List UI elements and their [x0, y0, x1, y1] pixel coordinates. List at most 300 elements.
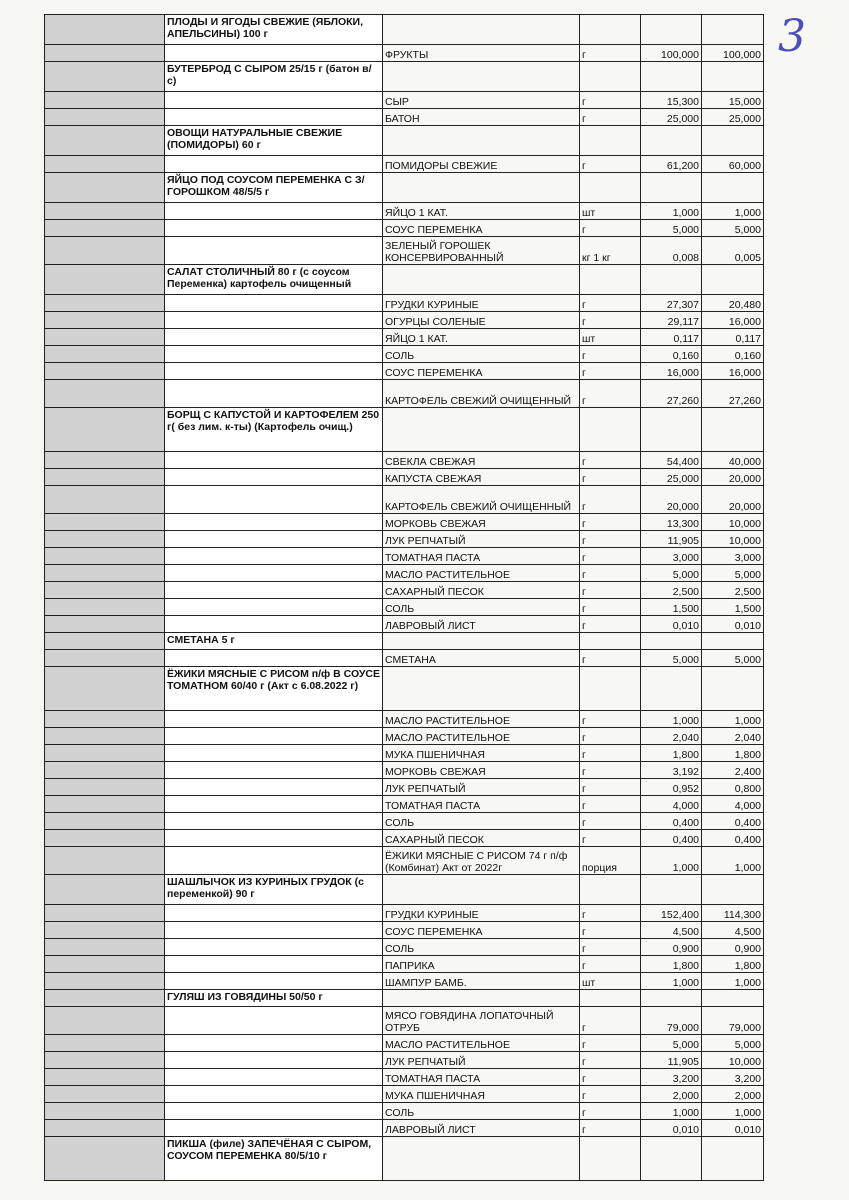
dish-name-cell [165, 582, 383, 599]
dish-name-cell [165, 220, 383, 237]
unit-cell [580, 265, 641, 295]
dish-row [45, 62, 764, 92]
blank-cell [45, 973, 165, 990]
gross-weight-cell: 1,800 [641, 956, 702, 973]
dish-row [45, 173, 764, 203]
net-weight-cell: 3,200 [702, 1069, 764, 1086]
blank-cell [45, 745, 165, 762]
ingredient-row [45, 531, 764, 548]
blank-cell [45, 486, 165, 514]
ingredient-row [45, 1103, 764, 1120]
gross-weight-cell: 1,000 [641, 1103, 702, 1120]
net-weight-cell: 1,500 [702, 599, 764, 616]
blank-cell [45, 156, 165, 173]
ingredient-row [45, 312, 764, 329]
net-weight-cell: 1,000 [702, 711, 764, 728]
dish-name-cell [165, 905, 383, 922]
ingredient-row [45, 599, 764, 616]
ingredient-name-cell: СВЕКЛА СВЕЖАЯ [383, 452, 580, 469]
blank-cell [45, 1007, 165, 1035]
unit-cell: порция [580, 847, 641, 875]
unit-cell: г [580, 548, 641, 565]
ingredient-name-cell: ЛУК РЕПЧАТЫЙ [383, 779, 580, 796]
ingredient-row [45, 616, 764, 633]
ingredient-name-cell: СОЛЬ [383, 813, 580, 830]
net-weight-cell: 0,400 [702, 813, 764, 830]
blank-cell [45, 762, 165, 779]
net-weight-cell: 4,000 [702, 796, 764, 813]
gross-weight-cell: 11,905 [641, 1052, 702, 1069]
gross-weight-cell: 0,900 [641, 939, 702, 956]
gross-weight-cell: 1,000 [641, 711, 702, 728]
unit-cell: г [580, 762, 641, 779]
ingredient-name-cell: ТОМАТНАЯ ПАСТА [383, 1069, 580, 1086]
blank-cell [45, 633, 165, 650]
blank-cell [45, 1035, 165, 1052]
unit-cell: г [580, 380, 641, 408]
ingredient-name-cell: ЛАВРОВЫЙ ЛИСТ [383, 1120, 580, 1137]
dish-name-cell [165, 1086, 383, 1103]
ingredient-name-cell: МАСЛО РАСТИТЕЛЬНОЕ [383, 728, 580, 745]
gross-weight-cell: 2,040 [641, 728, 702, 745]
ingredient-row [45, 156, 764, 173]
net-weight-cell: 1,000 [702, 847, 764, 875]
gross-weight-cell: 2,500 [641, 582, 702, 599]
ingredient-row [45, 329, 764, 346]
gross-weight-cell: 0,160 [641, 346, 702, 363]
net-weight-cell: 0,010 [702, 616, 764, 633]
blank-cell [45, 173, 165, 203]
ingredient-name-cell [383, 667, 580, 711]
ingredient-row [45, 922, 764, 939]
blank-cell [45, 203, 165, 220]
gross-weight-cell: 11,905 [641, 531, 702, 548]
blank-cell [45, 599, 165, 616]
net-weight-cell [702, 173, 764, 203]
unit-cell: г [580, 109, 641, 126]
ingredient-name-cell: СМЕТАНА [383, 650, 580, 667]
blank-cell [45, 922, 165, 939]
net-weight-cell: 5,000 [702, 220, 764, 237]
ingredient-name-cell: ШАМПУР БАМБ. [383, 973, 580, 990]
ingredient-name-cell [383, 990, 580, 1007]
net-weight-cell: 5,000 [702, 1035, 764, 1052]
dish-name-cell [165, 973, 383, 990]
net-weight-cell: 15,000 [702, 92, 764, 109]
gross-weight-cell: 2,000 [641, 1086, 702, 1103]
ingredient-name-cell: СОУС ПЕРЕМЕНКА [383, 220, 580, 237]
ingredient-name-cell: ПОМИДОРЫ СВЕЖИЕ [383, 156, 580, 173]
ingredient-name-cell: ЛАВРОВЫЙ ЛИСТ [383, 616, 580, 633]
ingredient-row [45, 582, 764, 599]
unit-cell: г [580, 45, 641, 62]
net-weight-cell: 16,000 [702, 312, 764, 329]
blank-cell [45, 939, 165, 956]
net-weight-cell [702, 875, 764, 905]
ingredient-name-cell: ЛУК РЕПЧАТЫЙ [383, 1052, 580, 1069]
blank-cell [45, 875, 165, 905]
dish-row [45, 990, 764, 1007]
dish-name-cell [165, 779, 383, 796]
dish-name-cell: САЛАТ СТОЛИЧНЫЙ 80 г (с соусом Переменка) картофель очищенный [165, 265, 383, 295]
gross-weight-cell [641, 1137, 702, 1181]
gross-weight-cell: 100,000 [641, 45, 702, 62]
ingredient-row [45, 92, 764, 109]
net-weight-cell: 0,900 [702, 939, 764, 956]
ingredient-row [45, 905, 764, 922]
gross-weight-cell [641, 265, 702, 295]
dish-name-cell [165, 711, 383, 728]
dish-row [45, 667, 764, 711]
net-weight-cell: 27,260 [702, 380, 764, 408]
unit-cell: г [580, 486, 641, 514]
ingredient-name-cell: СОУС ПЕРЕМЕНКА [383, 922, 580, 939]
blank-cell [45, 329, 165, 346]
gross-weight-cell: 61,200 [641, 156, 702, 173]
unit-cell: г [580, 295, 641, 312]
ingredient-name-cell: ПАПРИКА [383, 956, 580, 973]
unit-cell [580, 990, 641, 1007]
dish-name-cell [165, 956, 383, 973]
gross-weight-cell: 27,307 [641, 295, 702, 312]
blank-cell [45, 905, 165, 922]
ingredient-row [45, 363, 764, 380]
ingredient-name-cell: МОРКОВЬ СВЕЖАЯ [383, 762, 580, 779]
dish-name-cell [165, 728, 383, 745]
net-weight-cell: 10,000 [702, 514, 764, 531]
gross-weight-cell: 4,500 [641, 922, 702, 939]
dish-name-cell [165, 762, 383, 779]
dish-name-cell [165, 312, 383, 329]
blank-cell [45, 265, 165, 295]
dish-name-cell: ПИКША (филе) ЗАПЕЧЁНАЯ С СЫРОМ, СОУСОМ ПЕРЕМЕНКА 80/5/10 г [165, 1137, 383, 1181]
net-weight-cell: 40,000 [702, 452, 764, 469]
blank-cell [45, 1052, 165, 1069]
blank-cell [45, 452, 165, 469]
ingredient-name-cell: СОЛЬ [383, 939, 580, 956]
dish-row [45, 265, 764, 295]
ingredient-name-cell: БАТОН [383, 109, 580, 126]
ingredient-row [45, 973, 764, 990]
blank-cell [45, 531, 165, 548]
gross-weight-cell: 1,500 [641, 599, 702, 616]
unit-cell: г [580, 939, 641, 956]
net-weight-cell: 1,000 [702, 973, 764, 990]
blank-cell [45, 1103, 165, 1120]
dish-name-cell: ШАШЛЫЧОК ИЗ КУРИНЫХ ГРУДОК (с переменкой) 90 г [165, 875, 383, 905]
dish-name-cell [165, 1069, 383, 1086]
gross-weight-cell [641, 62, 702, 92]
ingredient-row [45, 745, 764, 762]
blank-cell [45, 548, 165, 565]
blank-cell [45, 990, 165, 1007]
net-weight-cell [702, 990, 764, 1007]
blank-cell [45, 650, 165, 667]
gross-weight-cell: 15,300 [641, 92, 702, 109]
net-weight-cell: 5,000 [702, 650, 764, 667]
ingredient-row [45, 220, 764, 237]
ingredient-row [45, 830, 764, 847]
blank-cell [45, 667, 165, 711]
blank-cell [45, 109, 165, 126]
unit-cell: г [580, 1103, 641, 1120]
net-weight-cell: 114,300 [702, 905, 764, 922]
dish-name-cell [165, 92, 383, 109]
dish-name-cell [165, 922, 383, 939]
gross-weight-cell: 25,000 [641, 109, 702, 126]
net-weight-cell [702, 265, 764, 295]
unit-cell: г [580, 830, 641, 847]
unit-cell: г [580, 220, 641, 237]
ingredient-row [45, 813, 764, 830]
net-weight-cell [702, 15, 764, 45]
net-weight-cell [702, 667, 764, 711]
ingredient-row [45, 469, 764, 486]
gross-weight-cell [641, 667, 702, 711]
gross-weight-cell: 0,400 [641, 813, 702, 830]
blank-cell [45, 728, 165, 745]
blank-cell [45, 92, 165, 109]
gross-weight-cell: 1,000 [641, 203, 702, 220]
net-weight-cell: 2,500 [702, 582, 764, 599]
unit-cell [580, 15, 641, 45]
dish-name-cell [165, 1052, 383, 1069]
blank-cell [45, 796, 165, 813]
unit-cell: г [580, 531, 641, 548]
unit-cell: г [580, 922, 641, 939]
unit-cell [580, 633, 641, 650]
blank-cell [45, 469, 165, 486]
unit-cell: г [580, 92, 641, 109]
table-body [45, 15, 764, 1181]
unit-cell: г [580, 779, 641, 796]
gross-weight-cell: 0,008 [641, 237, 702, 265]
unit-cell [580, 1137, 641, 1181]
dish-row [45, 15, 764, 45]
dish-row [45, 1137, 764, 1181]
ingredient-name-cell: САХАРНЫЙ ПЕСОК [383, 582, 580, 599]
ingredient-row [45, 1007, 764, 1035]
ingredient-name-cell: ГРУДКИ КУРИНЫЕ [383, 905, 580, 922]
gross-weight-cell: 16,000 [641, 363, 702, 380]
unit-cell: шт [580, 973, 641, 990]
dish-name-cell: ПЛОДЫ И ЯГОДЫ СВЕЖИЕ (ЯБЛОКИ, АПЕЛЬСИНЫ) 100 г [165, 15, 383, 45]
dish-name-cell [165, 745, 383, 762]
unit-cell [580, 667, 641, 711]
gross-weight-cell [641, 633, 702, 650]
net-weight-cell: 1,000 [702, 1103, 764, 1120]
ingredient-row [45, 380, 764, 408]
unit-cell: г [580, 1069, 641, 1086]
gross-weight-cell: 0,117 [641, 329, 702, 346]
dish-name-cell: ОВОЩИ НАТУРАЛЬНЫЕ СВЕЖИЕ (ПОМИДОРЫ) 60 г [165, 126, 383, 156]
unit-cell: г [580, 1120, 641, 1137]
dish-name-cell [165, 830, 383, 847]
ingredient-name-cell [383, 408, 580, 452]
blank-cell [45, 1120, 165, 1137]
net-weight-cell [702, 408, 764, 452]
ingredient-name-cell [383, 1137, 580, 1181]
blank-cell [45, 514, 165, 531]
unit-cell: г [580, 312, 641, 329]
gross-weight-cell: 1,800 [641, 745, 702, 762]
net-weight-cell: 10,000 [702, 1052, 764, 1069]
ingredient-name-cell: ГРУДКИ КУРИНЫЕ [383, 295, 580, 312]
ingredient-row [45, 728, 764, 745]
unit-cell: г [580, 745, 641, 762]
gross-weight-cell: 0,010 [641, 1120, 702, 1137]
ingredient-row [45, 1035, 764, 1052]
gross-weight-cell [641, 126, 702, 156]
ingredient-row [45, 762, 764, 779]
blank-cell [45, 45, 165, 62]
blank-cell [45, 779, 165, 796]
net-weight-cell: 5,000 [702, 565, 764, 582]
gross-weight-cell: 5,000 [641, 220, 702, 237]
blank-cell [45, 830, 165, 847]
blank-cell [45, 847, 165, 875]
ingredient-name-cell: МУКА ПШЕНИЧНАЯ [383, 745, 580, 762]
dish-name-cell: БУТЕРБРОД С СЫРОМ 25/15 г (батон в/с) [165, 62, 383, 92]
ingredient-name-cell: КАРТОФЕЛЬ СВЕЖИЙ ОЧИЩЕННЫЙ [383, 380, 580, 408]
ingredient-row [45, 203, 764, 220]
ingredient-name-cell [383, 265, 580, 295]
dish-name-cell [165, 452, 383, 469]
ingredient-row [45, 796, 764, 813]
ingredient-row [45, 650, 764, 667]
ingredient-name-cell: КАПУСТА СВЕЖАЯ [383, 469, 580, 486]
ingredient-name-cell: ЯЙЦО 1 КАТ. [383, 329, 580, 346]
dish-name-cell [165, 796, 383, 813]
net-weight-cell: 0,800 [702, 779, 764, 796]
unit-cell: г [580, 514, 641, 531]
gross-weight-cell [641, 15, 702, 45]
net-weight-cell: 2,000 [702, 1086, 764, 1103]
gross-weight-cell: 54,400 [641, 452, 702, 469]
ingredient-row [45, 45, 764, 62]
blank-cell [45, 380, 165, 408]
net-weight-cell: 1,800 [702, 956, 764, 973]
net-weight-cell: 25,000 [702, 109, 764, 126]
dish-name-cell [165, 1103, 383, 1120]
ingredient-name-cell: ТОМАТНАЯ ПАСТА [383, 548, 580, 565]
gross-weight-cell: 3,192 [641, 762, 702, 779]
ingredient-name-cell: МАСЛО РАСТИТЕЛЬНОЕ [383, 1035, 580, 1052]
unit-cell: г [580, 1052, 641, 1069]
net-weight-cell: 20,480 [702, 295, 764, 312]
gross-weight-cell [641, 408, 702, 452]
dish-row [45, 126, 764, 156]
unit-cell: г [580, 582, 641, 599]
dish-name-cell [165, 363, 383, 380]
unit-cell: шт [580, 203, 641, 220]
unit-cell [580, 875, 641, 905]
net-weight-cell [702, 62, 764, 92]
net-weight-cell: 2,040 [702, 728, 764, 745]
ingredient-row [45, 514, 764, 531]
dish-name-cell [165, 469, 383, 486]
ingredient-name-cell: КАРТОФЕЛЬ СВЕЖИЙ ОЧИЩЕННЫЙ [383, 486, 580, 514]
unit-cell: г [580, 905, 641, 922]
blank-cell [45, 1086, 165, 1103]
ingredient-name-cell: МАСЛО РАСТИТЕЛЬНОЕ [383, 711, 580, 728]
unit-cell: г [580, 728, 641, 745]
net-weight-cell: 60,000 [702, 156, 764, 173]
net-weight-cell: 1,000 [702, 203, 764, 220]
unit-cell: шт [580, 329, 641, 346]
unit-cell: г [580, 616, 641, 633]
ingredient-row [45, 1086, 764, 1103]
dish-name-cell [165, 380, 383, 408]
gross-weight-cell: 27,260 [641, 380, 702, 408]
gross-weight-cell: 4,000 [641, 796, 702, 813]
dish-name-cell [165, 650, 383, 667]
dish-name-cell [165, 1007, 383, 1035]
gross-weight-cell: 29,117 [641, 312, 702, 329]
ingredient-row [45, 1052, 764, 1069]
ingredient-name-cell: СЫР [383, 92, 580, 109]
blank-cell [45, 1137, 165, 1181]
blank-cell [45, 312, 165, 329]
unit-cell: г [580, 363, 641, 380]
ingredient-name-cell [383, 126, 580, 156]
ingredient-name-cell [383, 173, 580, 203]
net-weight-cell: 0,010 [702, 1120, 764, 1137]
ingredient-row [45, 939, 764, 956]
unit-cell: г [580, 346, 641, 363]
dish-name-cell [165, 237, 383, 265]
blank-cell [45, 237, 165, 265]
net-weight-cell: 3,000 [702, 548, 764, 565]
ingredient-row [45, 779, 764, 796]
dish-name-cell [165, 565, 383, 582]
ingredient-name-cell: МЯСО ГОВЯДИНА ЛОПАТОЧНЫЙ ОТРУБ [383, 1007, 580, 1035]
dish-name-cell [165, 847, 383, 875]
gross-weight-cell: 0,952 [641, 779, 702, 796]
net-weight-cell: 1,800 [702, 745, 764, 762]
net-weight-cell [702, 126, 764, 156]
gross-weight-cell: 1,000 [641, 847, 702, 875]
ingredient-name-cell: СОЛЬ [383, 1103, 580, 1120]
gross-weight-cell: 0,010 [641, 616, 702, 633]
ingredient-row [45, 237, 764, 265]
dish-name-cell [165, 548, 383, 565]
blank-cell [45, 363, 165, 380]
unit-cell: г [580, 452, 641, 469]
ingredient-name-cell [383, 62, 580, 92]
handwritten-page-number: 3 [778, 11, 806, 62]
dish-name-cell [165, 295, 383, 312]
dish-row [45, 633, 764, 650]
ingredient-name-cell [383, 633, 580, 650]
ingredient-name-cell [383, 15, 580, 45]
blank-cell [45, 1069, 165, 1086]
blank-cell [45, 15, 165, 45]
dish-name-cell [165, 346, 383, 363]
dish-name-cell [165, 616, 383, 633]
blank-cell [45, 582, 165, 599]
gross-weight-cell: 3,000 [641, 548, 702, 565]
unit-cell: г [580, 650, 641, 667]
net-weight-cell: 20,000 [702, 469, 764, 486]
ingredient-name-cell: МОРКОВЬ СВЕЖАЯ [383, 514, 580, 531]
ingredient-name-cell: СОЛЬ [383, 599, 580, 616]
ingredient-row [45, 956, 764, 973]
net-weight-cell: 16,000 [702, 363, 764, 380]
ingredient-name-cell: САХАРНЫЙ ПЕСОК [383, 830, 580, 847]
unit-cell: г [580, 1007, 641, 1035]
dish-name-cell [165, 531, 383, 548]
